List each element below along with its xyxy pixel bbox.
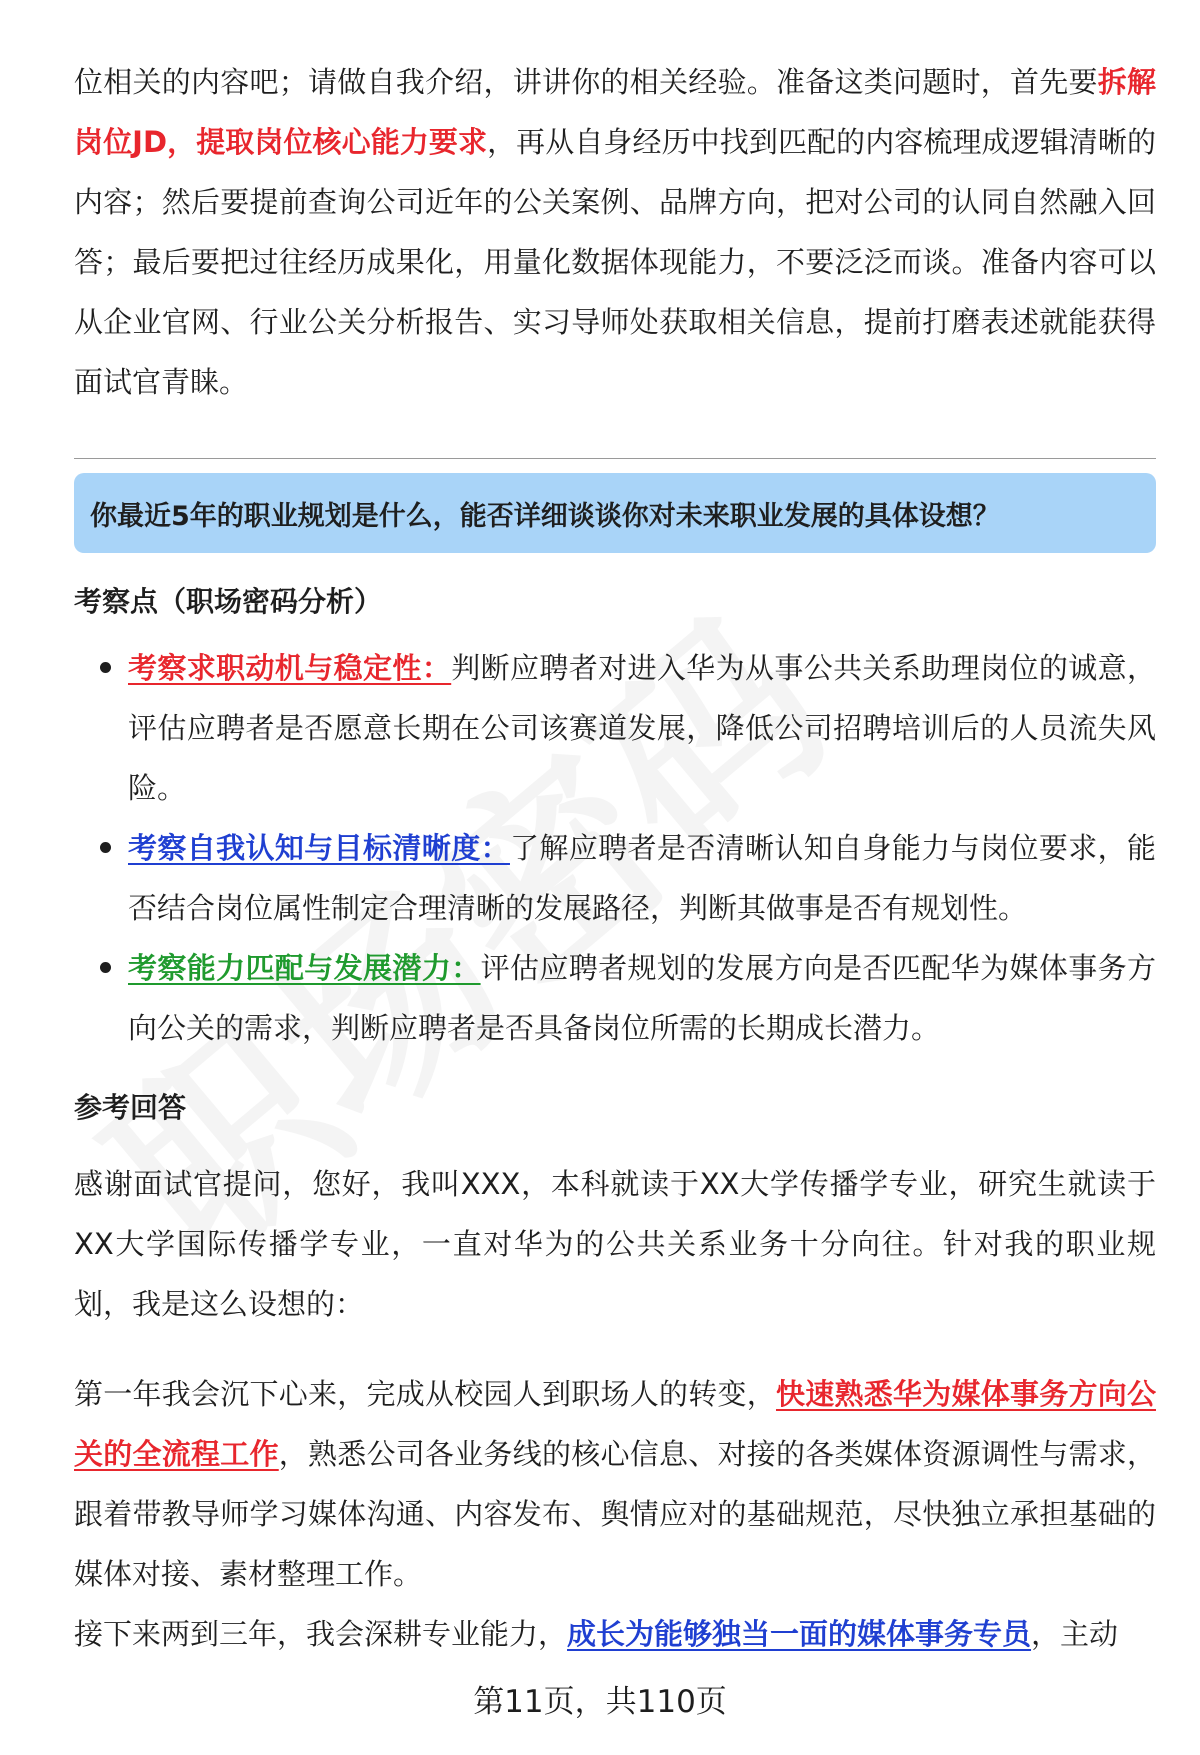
bullet-text: 了解应聘者是否清晰认知自身能力与岗位要求，能否结合岗位属性制定合理清晰的发展路径，判断其做事是否有规划性。 (128, 831, 1156, 925)
list-item (74, 638, 1156, 818)
answer-text: 接下来两到三年，我会深耕专业能力， (74, 1617, 568, 1651)
answer-heading: 参考回答 (74, 1091, 187, 1124)
intro-paragraph (74, 52, 1156, 412)
answer-paragraph-2 (74, 1364, 1156, 1664)
answer-text-rest: ，熟悉公司各业务线的核心信息、对接的各类媒体资源调性与需求，跟着带教导师学习媒体沟通、内容发布、舆情应对的基础规范，尽快独立承担基础的媒体对接、素材整理工作。 (74, 1437, 1156, 1591)
answer-highlight: 成长为能够独当一面的媒体事务专员 (567, 1617, 1032, 1651)
bullet-text: 判断应聘者对进入华为从事公共关系助理岗位的诚意，评估应聘者是否愿意长期在公司该赛道发展，降低公司招聘培训后的人员流失风险。 (128, 651, 1156, 805)
bullet-key: 考察自我认知与目标清晰度： (128, 831, 510, 865)
analysis-list (74, 638, 1156, 1058)
bullet-dot (100, 662, 111, 673)
list-item (74, 818, 1156, 938)
analysis-heading: 考察点（职场密码分析） (74, 585, 383, 618)
answer-text-rest: ，主动 (1031, 1617, 1119, 1651)
intro-highlight: 拆解岗位JD，提取岗位核心能力要求 (74, 65, 1156, 159)
intro-text-rest: ，再从自身经历中找到匹配的内容梳理成逻辑清晰的内容；然后要提前查询公司近年的公关案例、品牌方向，把对公司的认同自然融入回答；最后要把过往经历成果化，用量化数据体现能力，不要泛泛而谈。准备内容可以从企业官网、行业公关分析报告、实习导师处获取相关信息，提前打磨表述就能获得面试官青睐。 (74, 125, 1156, 399)
answer-highlight: 快速熟悉华为媒体事务方向公关的全流程工作 (74, 1377, 1156, 1471)
intro-text: 位相关的内容吧；请做自我介绍，讲讲你的相关经验。准备这类问题时，首先要 (74, 65, 1098, 99)
bullet-text: 评估应聘者规划的发展方向是否匹配华为媒体事务方向公关的需求，判断应聘者是否具备岗位所需的长期成长潜力。 (128, 951, 1156, 1045)
answer-paragraph-1 (74, 1154, 1156, 1334)
question-text: 你最近5年的职业规划是什么，能否详细谈谈你对未来职业发展的具体设想？ (90, 500, 1000, 532)
list-item (74, 938, 1156, 1058)
bullet-dot (100, 842, 111, 853)
bullet-key: 考察求职动机与稳定性： (128, 651, 452, 685)
answer-text: 第一年我会沉下心来，完成从校园人到职场人的转变， (74, 1377, 776, 1411)
question-box (74, 473, 1156, 553)
answer-text: 感谢面试官提问，您好，我叫XXX，本科就读于XX大学传播学专业，研究生就读于XX大学国际传播学专业，一直对华为的公共关系业务十分向往。针对我的职业规划，我是这么设想的： (74, 1167, 1156, 1321)
bullet-key: 考察能力匹配与发展潜力： (128, 951, 481, 985)
page-number: 第11页，共110页 (473, 1684, 727, 1720)
section-divider (74, 458, 1156, 459)
bullet-dot (100, 962, 111, 973)
